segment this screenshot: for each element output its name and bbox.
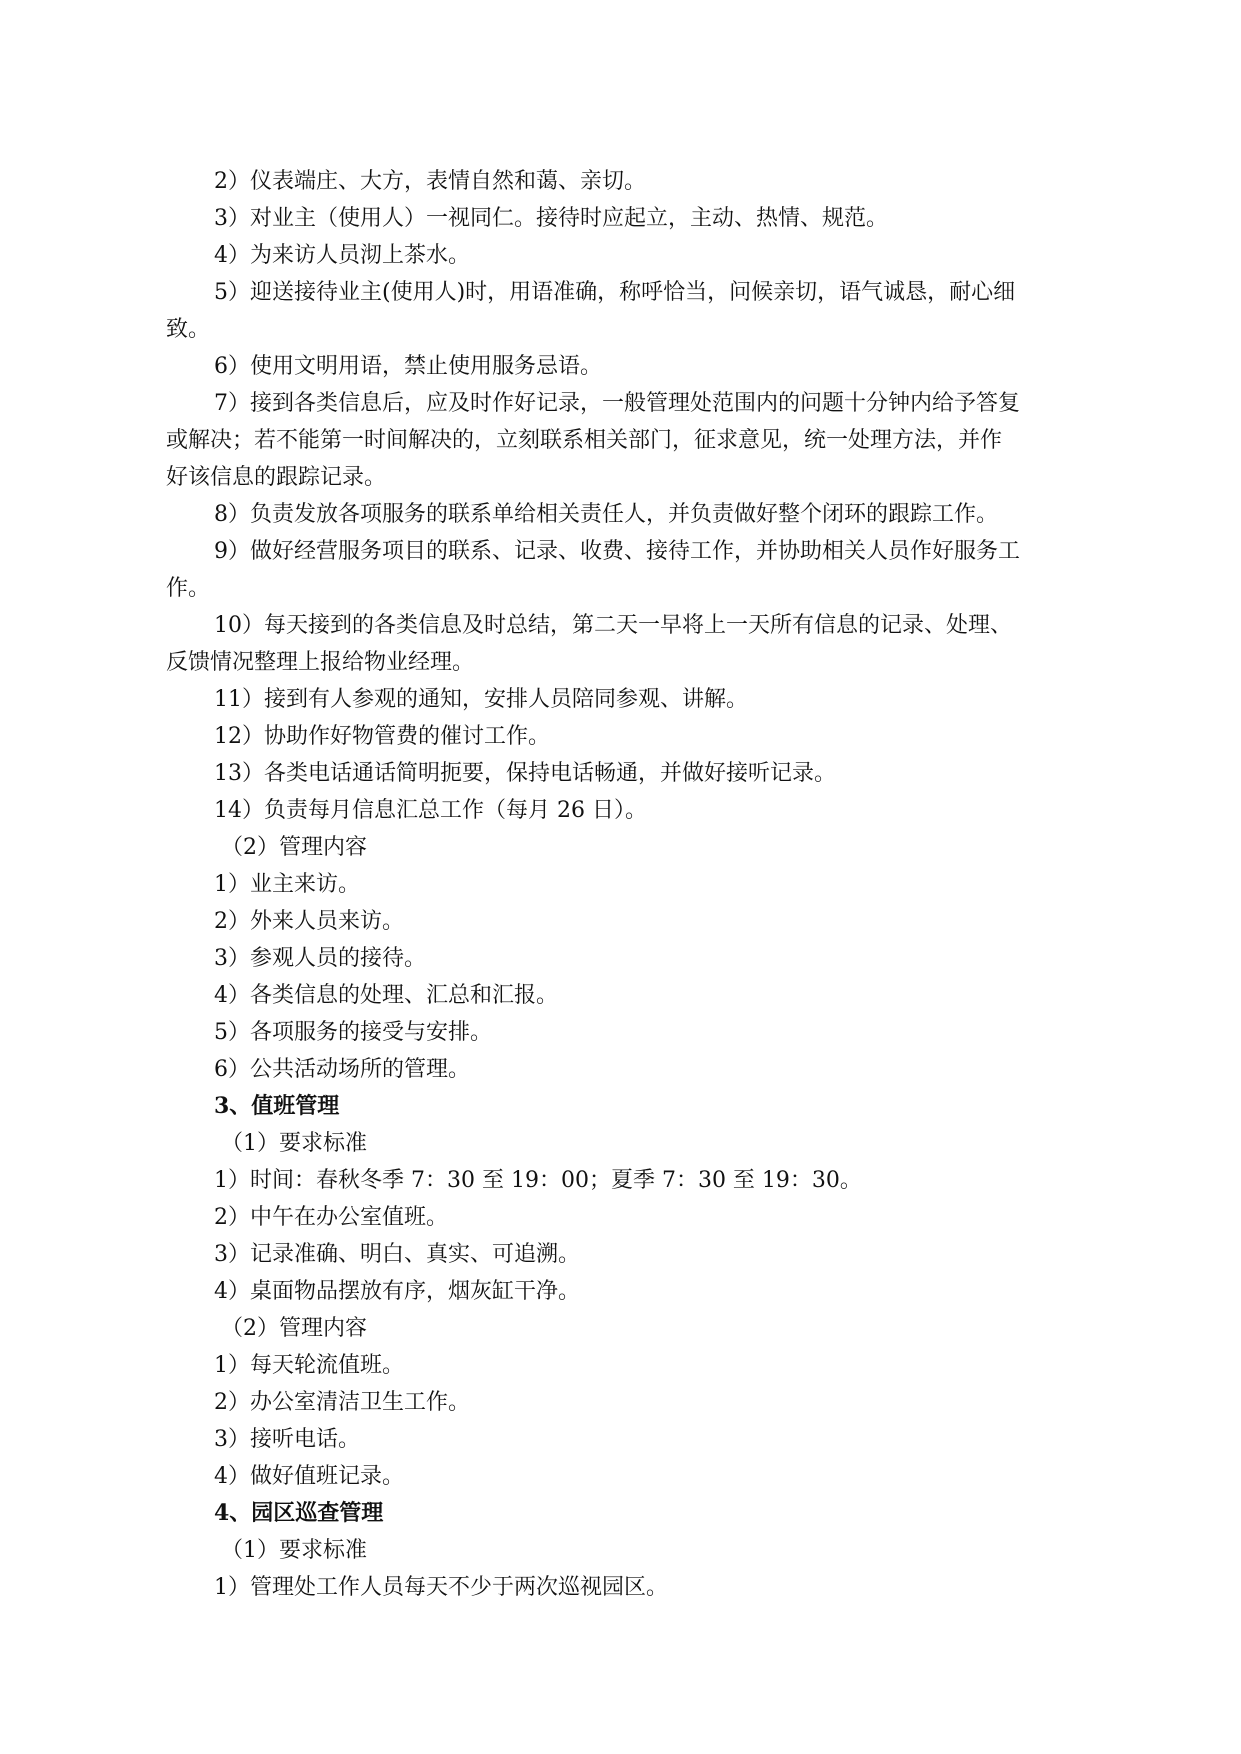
section-heading: 3、值班管理 (214, 1093, 340, 1119)
section-heading: 4、园区巡查管理 (214, 1500, 384, 1526)
list-item: 1）业主来访。 (214, 872, 360, 897)
list-item: 13）各类电话通话简明扼要，保持电话畅通，并做好接听记录。 (214, 761, 836, 786)
list-item: 14）负责每月信息汇总工作（每月 26 日）。 (214, 798, 647, 823)
list-item-continuation: 作。 (166, 576, 211, 601)
list-item-continuation: 或解决；若不能第一时间解决的，立刻联系相关部门，征求意见，统一处理方法，并作 (166, 428, 1003, 453)
list-item: 3）对业主（使用人）一视同仁。接待时应起立，主动、热情、规范。 (214, 206, 888, 231)
subsection-heading: （1）要求标准 (221, 1538, 367, 1563)
list-item: 1）管理处工作人员每天不少于两次巡视园区。 (214, 1575, 668, 1600)
list-item: 3）接听电话。 (214, 1427, 360, 1452)
list-item: 4）各类信息的处理、汇总和汇报。 (214, 983, 558, 1008)
document-body (166, 163, 1126, 1606)
list-item: 6）公共活动场所的管理。 (214, 1057, 470, 1082)
list-item: 8）负责发放各项服务的联系单给相关责任人，并负责做好整个闭环的跟踪工作。 (214, 502, 998, 527)
list-item: 1）每天轮流值班。 (214, 1353, 404, 1378)
list-item: 2）外来人员来访。 (214, 909, 404, 934)
list-item: 1）时间：春秋冬季 7：30 至 19：00；夏季 7：30 至 19：30。 (214, 1168, 862, 1193)
list-item: 10）每天接到的各类信息及时总结，第二天一早将上一天所有信息的记录、处理、 (214, 613, 1012, 638)
list-item-continuation: 好该信息的跟踪记录。 (166, 465, 387, 490)
list-item: 11）接到有人参观的通知，安排人员陪同参观、讲解。 (214, 687, 748, 712)
list-item: 6）使用文明用语，禁止使用服务忌语。 (214, 354, 602, 379)
list-item-continuation: 反馈情况整理上报给物业经理。 (166, 650, 475, 675)
subsection-heading: （1）要求标准 (221, 1131, 367, 1156)
list-item: 2）仪表端庄、大方，表情自然和蔼、亲切。 (214, 169, 646, 194)
list-item: 4）桌面物品摆放有序，烟灰缸干净。 (214, 1279, 580, 1304)
list-item: 9）做好经营服务项目的联系、记录、收费、接待工作，并协助相关人员作好服务工 (214, 539, 1020, 564)
list-item: 7）接到各类信息后，应及时作好记录，一般管理处范围内的问题十分钟内给予答复 (214, 391, 1020, 416)
list-item: 2）办公室清洁卫生工作。 (214, 1390, 470, 1415)
list-item: 2）中午在办公室值班。 (214, 1205, 448, 1230)
list-item: 4）做好值班记录。 (214, 1464, 404, 1489)
list-item: 12）协助作好物管费的催讨工作。 (214, 724, 550, 749)
list-item: 3）参观人员的接待。 (214, 946, 426, 971)
list-item-continuation: 致。 (166, 317, 211, 342)
list-item: 4）为来访人员沏上茶水。 (214, 243, 470, 268)
subsection-heading: （2）管理内容 (221, 835, 367, 860)
list-item: 5）各项服务的接受与安排。 (214, 1020, 492, 1045)
list-item: 5）迎送接待业主(使用人)时，用语准确，称呼恰当，问候亲切，语气诚恳，耐心细 (214, 280, 1016, 305)
subsection-heading: （2）管理内容 (221, 1316, 367, 1341)
list-item: 3）记录准确、明白、真实、可追溯。 (214, 1242, 580, 1267)
